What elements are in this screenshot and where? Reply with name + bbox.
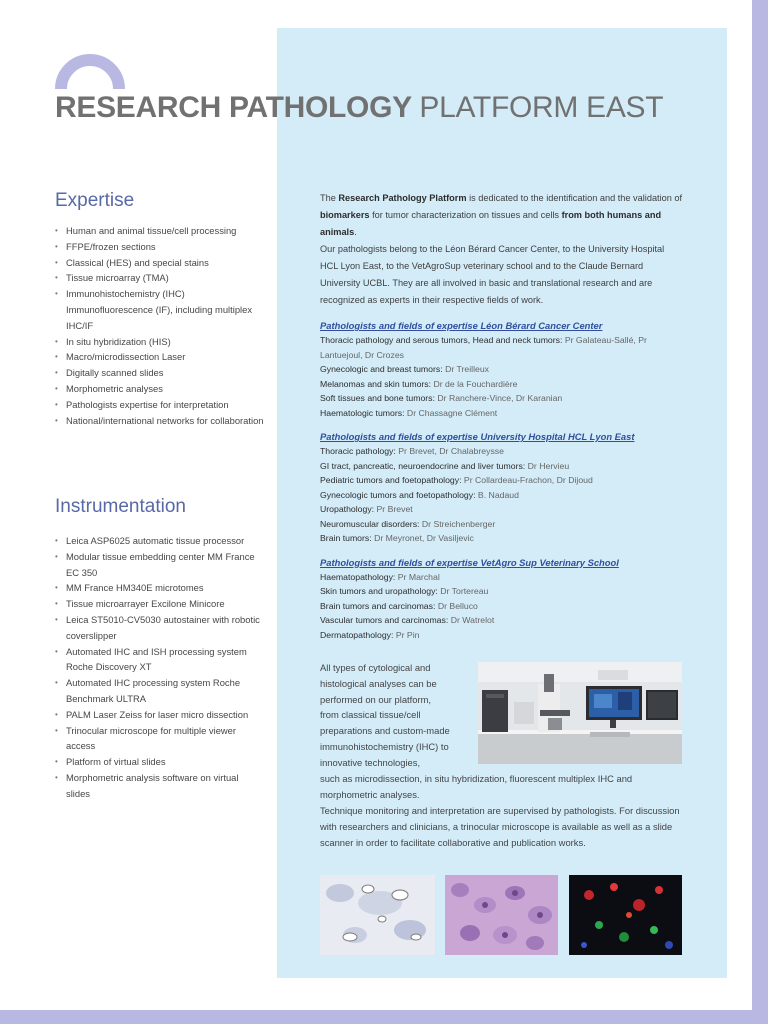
row-names: Dr Meyronet, Dr Vasiljevic bbox=[374, 533, 474, 543]
list-item: • Trinocular microscope for multiple viewer access bbox=[55, 723, 265, 755]
expertise-group-hcl bbox=[320, 431, 684, 546]
row-area: Brain tumors and carcinomas: bbox=[320, 600, 438, 611]
expertise-row bbox=[320, 502, 684, 517]
row-names: Dr Belluco bbox=[437, 600, 478, 611]
row-names: Pr Galateau-Sallé, Pr Lantuejoul, Dr Crozes bbox=[320, 335, 647, 360]
list-item: • Morphometric analysis software on virtual slides bbox=[55, 770, 265, 802]
group-heading: Pathologists and fields of expertise VetAgro Sup Veterinary School bbox=[320, 556, 619, 568]
list-item: • Modular tissue embedding center MM France EC 350 bbox=[55, 549, 265, 581]
lab-photo-image bbox=[478, 662, 682, 764]
fluorescence-image bbox=[569, 875, 682, 955]
lab-photo bbox=[478, 662, 682, 764]
expertise-row bbox=[320, 517, 684, 532]
group-heading: Pathologists and fields of expertise Léon Bérard Cancer Center bbox=[320, 320, 603, 331]
intro-text: for tumor characterization on tissues and cells bbox=[369, 210, 562, 220]
expertise-section bbox=[55, 190, 265, 428]
expertise-row bbox=[320, 406, 684, 421]
row-names: Pr Collardeau-Frachon, Dr Dijoud bbox=[463, 475, 593, 485]
closing-paragraph-part1: All types of cytological and histological analyses can be performed on our platform, from classical tissue/cell preparations and custom-made immunohistochemistry (IHC) to innovative technologies, bbox=[320, 662, 450, 768]
expertise-row bbox=[320, 599, 684, 614]
row-names: Dr Ranchere-Vince, Dr Karanian bbox=[437, 393, 563, 403]
row-names: Dr Tortereau bbox=[440, 586, 489, 596]
expertise-row bbox=[320, 444, 684, 459]
list-item: • FFPE/frozen sections bbox=[55, 239, 265, 255]
expertise-row bbox=[320, 613, 684, 628]
row-area: Vascular tumors and carcinomas: bbox=[320, 615, 451, 625]
expertise-group-lbcc bbox=[320, 320, 684, 420]
list-item: • Digitally scanned slides bbox=[55, 365, 265, 381]
intro-text: The bbox=[320, 193, 339, 203]
intro-strong: from both humans and animals bbox=[320, 210, 662, 237]
title-bold: RESEARCH PATHOLOGY bbox=[55, 91, 412, 124]
expertise-row bbox=[320, 333, 684, 362]
row-area: Thoracic pathology: bbox=[320, 446, 399, 456]
list-item: • Automated IHC processing system Roche Benchmark ULTRA bbox=[55, 675, 265, 707]
expertise-row bbox=[320, 362, 684, 377]
row-area: Neuromuscular disorders: bbox=[320, 518, 422, 529]
list-item: • Immunohistochemistry (IHC) Immunofluorescence (IF), including multiplex IHC/IF bbox=[55, 286, 265, 333]
intro-strong: Research Pathology Platform bbox=[338, 193, 467, 203]
logo-arc-icon bbox=[55, 54, 125, 89]
list-item: • Tissue microarrayer Excilone Minicore bbox=[55, 596, 265, 612]
list-item: • Morphometric analyses bbox=[55, 381, 265, 397]
expertise-row bbox=[320, 488, 684, 503]
instrumentation-heading: Instrumentation bbox=[55, 496, 186, 517]
row-area: Pediatric tumors and foetopathology: bbox=[320, 475, 464, 485]
intro-text: . bbox=[354, 227, 357, 237]
row-area: Uropathology: bbox=[320, 504, 377, 514]
expertise-row bbox=[320, 473, 684, 488]
row-names: Dr Chassagne Clément bbox=[406, 407, 498, 418]
row-names: Dr de la Fouchardière bbox=[433, 378, 518, 389]
page-frame-right bbox=[752, 0, 768, 1024]
list-item: • Platform of virtual slides bbox=[55, 754, 265, 770]
histology-image-1 bbox=[320, 875, 435, 955]
expertise-row bbox=[320, 377, 684, 392]
intro-strong: biomarkers bbox=[320, 210, 370, 220]
fluorescence-thumbnail bbox=[569, 875, 682, 955]
row-area: Thoracic pathology and serous tumors, Head and neck tumors: bbox=[320, 335, 565, 345]
list-item: • Macro/microdissection Laser bbox=[55, 349, 265, 365]
histology-thumbnail-2 bbox=[445, 875, 558, 955]
instrumentation-list bbox=[55, 533, 265, 802]
row-area: Skin tumors and uropathology: bbox=[320, 586, 441, 596]
histology-thumbnail-1 bbox=[320, 875, 435, 955]
intro-block bbox=[320, 190, 684, 642]
row-names: Pr Pin bbox=[395, 629, 420, 640]
row-names: Dr Watrelot bbox=[450, 615, 495, 625]
list-item: • National/international networks for collaboration bbox=[55, 413, 265, 429]
expertise-group-vetagro bbox=[320, 557, 684, 643]
expertise-heading: Expertise bbox=[55, 190, 135, 211]
list-item: • Tissue microarray (TMA) bbox=[55, 270, 265, 286]
intro-text: is dedicated to the identification and the validation of bbox=[466, 193, 683, 203]
row-names: Dr Hervieu bbox=[527, 460, 570, 471]
closing-paragraph-part2: such as microdissection, in situ hybridization, fluorescent multiplex IHC and morphometric analyses. bbox=[320, 773, 633, 800]
row-area: Melanomas and skin tumors: bbox=[320, 378, 434, 389]
row-names: Pr Brevet bbox=[376, 504, 413, 514]
expertise-row bbox=[320, 391, 684, 406]
list-item: • Classical (HES) and special stains bbox=[55, 255, 265, 271]
row-area: Haematologic tumors: bbox=[320, 407, 407, 418]
title-light: PLATFORM EAST bbox=[419, 91, 664, 124]
row-area: GI tract, pancreatic, neuroendocrine and liver tumors: bbox=[320, 460, 528, 471]
list-item: • Leica ST5010-CV5030 autostainer with robotic coverslipper bbox=[55, 612, 265, 644]
row-area: Soft tissues and bone tumors: bbox=[320, 393, 438, 403]
row-names: Dr Streichenberger bbox=[421, 518, 496, 529]
expertise-row bbox=[320, 584, 684, 599]
expertise-row bbox=[320, 531, 684, 546]
intro-paragraph-2: Our pathologists belong to the Léon Bérard Cancer Center, to the University Hospital HCL Lyon East, to the VetAgroSup veterinary school and to the Claude Bernard University UCBL. They are all involved in basic and translational research and are recognized as experts in their respective fields of work. bbox=[320, 244, 665, 305]
list-item: • Human and animal tissue/cell processing bbox=[55, 223, 265, 239]
closing-paragraph-part3: Technique monitoring and interpretation are supervised by pathologists. For discussion with researchers and clinicians, a trinocular microscope is available as well as a slide scanner in order to facilitate collaborative and publication works. bbox=[320, 805, 680, 848]
list-item: • MM France HM340E microtomes bbox=[55, 580, 265, 596]
group-heading: Pathologists and fields of expertise University Hospital HCL Lyon East bbox=[320, 431, 635, 442]
expertise-row bbox=[320, 459, 684, 474]
row-names: B. Nadaud bbox=[477, 489, 519, 500]
expertise-row bbox=[320, 628, 684, 643]
list-item: • Pathologists expertise for interpretation bbox=[55, 397, 265, 413]
instrumentation-section bbox=[55, 496, 265, 802]
row-area: Brain tumors: bbox=[320, 533, 375, 543]
list-item: • In situ hybridization (HIS) bbox=[55, 334, 265, 350]
list-item: • PALM Laser Zeiss for laser micro dissection bbox=[55, 707, 265, 723]
list-item: • Automated IHC and ISH processing system Roche Discovery XT bbox=[55, 644, 265, 676]
expertise-row bbox=[320, 570, 684, 585]
row-names: Dr Treilleux bbox=[445, 364, 490, 374]
row-names: Pr Marchal bbox=[397, 571, 440, 582]
page-frame-bottom bbox=[0, 1010, 768, 1024]
list-item: • Leica ASP6025 automatic tissue processor bbox=[55, 533, 265, 549]
row-area: Haematopathology: bbox=[320, 571, 398, 582]
page-title bbox=[55, 90, 663, 126]
row-area: Gynecologic and breast tumors: bbox=[320, 364, 446, 374]
histology-image-2 bbox=[445, 875, 558, 955]
row-names: Pr Brevet, Dr Chalabreysse bbox=[398, 446, 504, 456]
row-area: Gynecologic tumors and foetopathology: bbox=[320, 489, 478, 500]
expertise-list bbox=[55, 223, 265, 428]
intro-paragraph bbox=[320, 190, 684, 241]
row-area: Dermatopathology: bbox=[320, 629, 396, 640]
